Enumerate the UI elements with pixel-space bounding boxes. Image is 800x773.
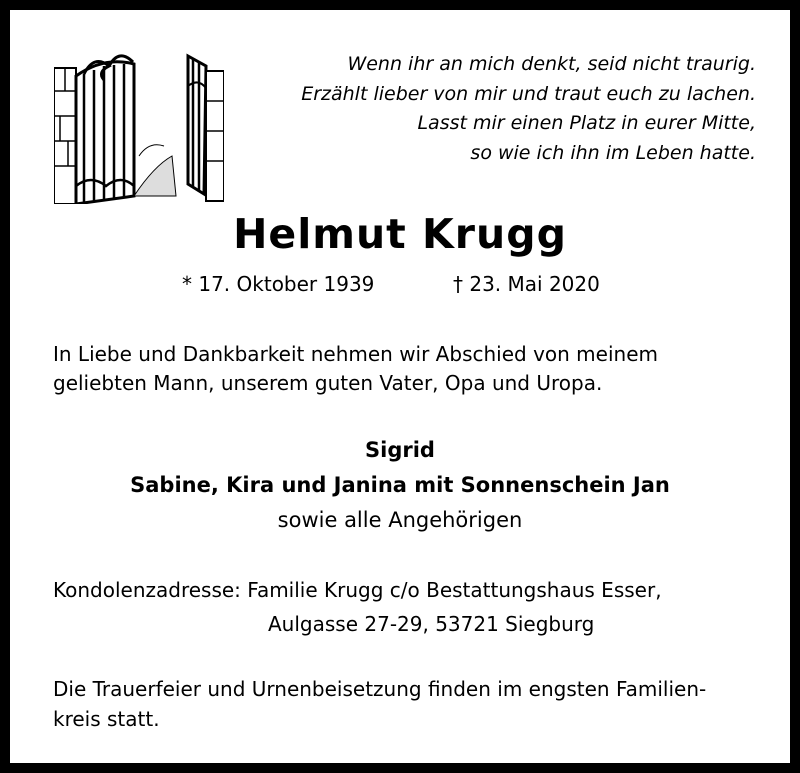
obituary-card	[10, 10, 790, 763]
family-children: Sabine, Kira und Janina mit Sonnenschein Jan	[130, 473, 670, 497]
poem-line: Erzählt lieber von mir und traut euch zu lachen.	[301, 82, 756, 105]
poem	[240, 50, 756, 168]
death-date: † 23. Mai 2020	[453, 272, 600, 296]
farewell-text	[53, 340, 753, 398]
deceased-name: Helmut Krugg	[233, 210, 567, 258]
poem-line: Wenn ihr an mich denkt, seid nicht traurig.	[347, 53, 756, 75]
farewell-line: geliebten Mann, unserem guten Vater, Opa und Uropa.	[53, 371, 603, 395]
poem-line: Lasst mir einen Platz in eurer Mitte,	[417, 112, 756, 134]
ceremony-note	[53, 674, 706, 734]
family-relatives: sowie alle Angehörigen	[277, 508, 523, 532]
poem-line: so wie ich ihn im Leben hatte.	[470, 141, 756, 164]
family-spouse: Sigrid	[365, 438, 435, 462]
condolence-address-street: Aulgasse 27-29, 53721 Siegburg	[268, 612, 595, 636]
condolence-address-line: Kondolenzadresse: Familie Krugg c/o Bestattungshaus Esser,	[53, 578, 662, 602]
farewell-line: In Liebe und Dankbarkeit nehmen wir Abschied von meinem	[53, 342, 658, 366]
ceremony-line: Die Trauerfeier und Urnenbeisetzung finden im engsten Familien-	[53, 677, 707, 701]
ceremony-line: kreis statt.	[53, 707, 160, 731]
open-gate-icon	[54, 46, 224, 204]
birth-date: * 17. Oktober 1939	[182, 272, 375, 296]
